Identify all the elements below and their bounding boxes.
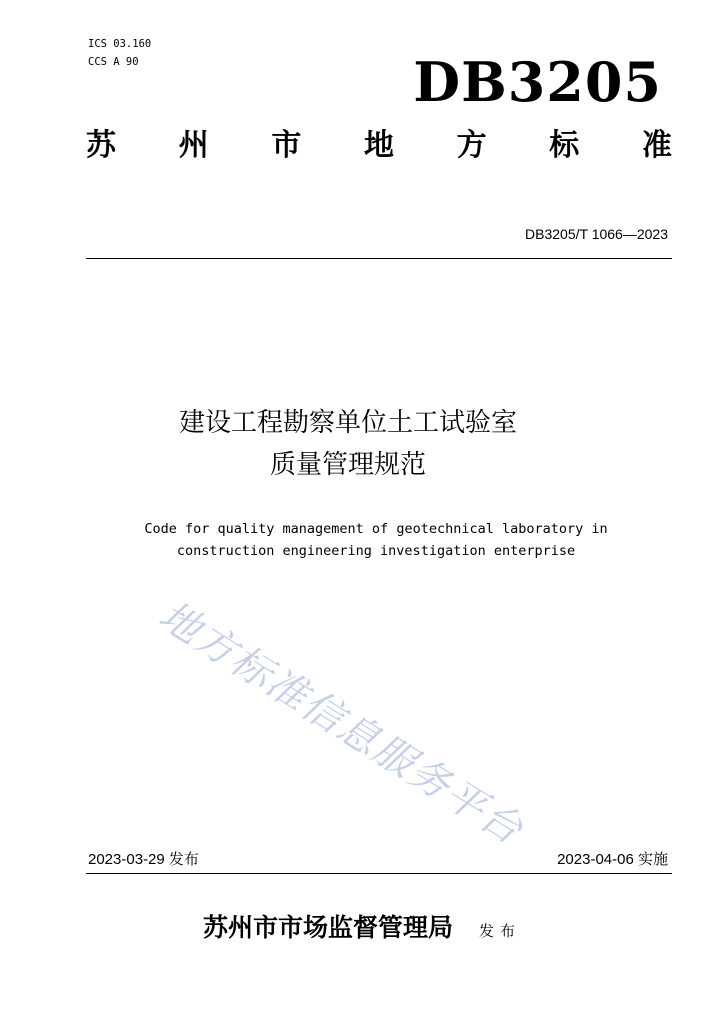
issue-date: 2023-03-29 发布: [88, 851, 199, 868]
implementation-date: 2023-04-06 实施: [557, 851, 668, 868]
title-cn-line-2: 质量管理规范: [269, 450, 426, 480]
title-cn-line-1: 建设工程勘察单位土工试验室: [178, 408, 517, 438]
title-en-line-2: construction engineering investigation enterprise: [176, 543, 576, 559]
publish-label: 发布: [479, 923, 522, 940]
title-en-line-1: Code for quality management of geotechnical laboratory in: [144, 521, 608, 537]
watermark: 地方标准信息服务平台: [150, 592, 532, 855]
ics-code: ICS 03.160: [88, 38, 152, 50]
standard-type-char: 苏: [86, 128, 116, 163]
standard-type-char: 市: [271, 128, 302, 163]
standard-type-char: 标: [549, 128, 580, 163]
ccs-code: CCS A 90: [88, 56, 139, 68]
standard-type-char: 州: [178, 128, 209, 163]
standard-type-char: 准: [641, 128, 672, 163]
standard-code: DB3205: [413, 50, 662, 114]
standard-number: DB3205/T 1066—2023: [525, 226, 668, 242]
bottom-divider: [86, 873, 672, 874]
top-divider: [86, 258, 672, 259]
standard-type-char: 地: [363, 128, 394, 163]
publisher-name: 苏州市市场监督管理局: [202, 913, 453, 942]
publisher-row: [0, 908, 724, 944]
standard-type-char: 方: [456, 128, 487, 163]
standard-type: [86, 124, 672, 168]
